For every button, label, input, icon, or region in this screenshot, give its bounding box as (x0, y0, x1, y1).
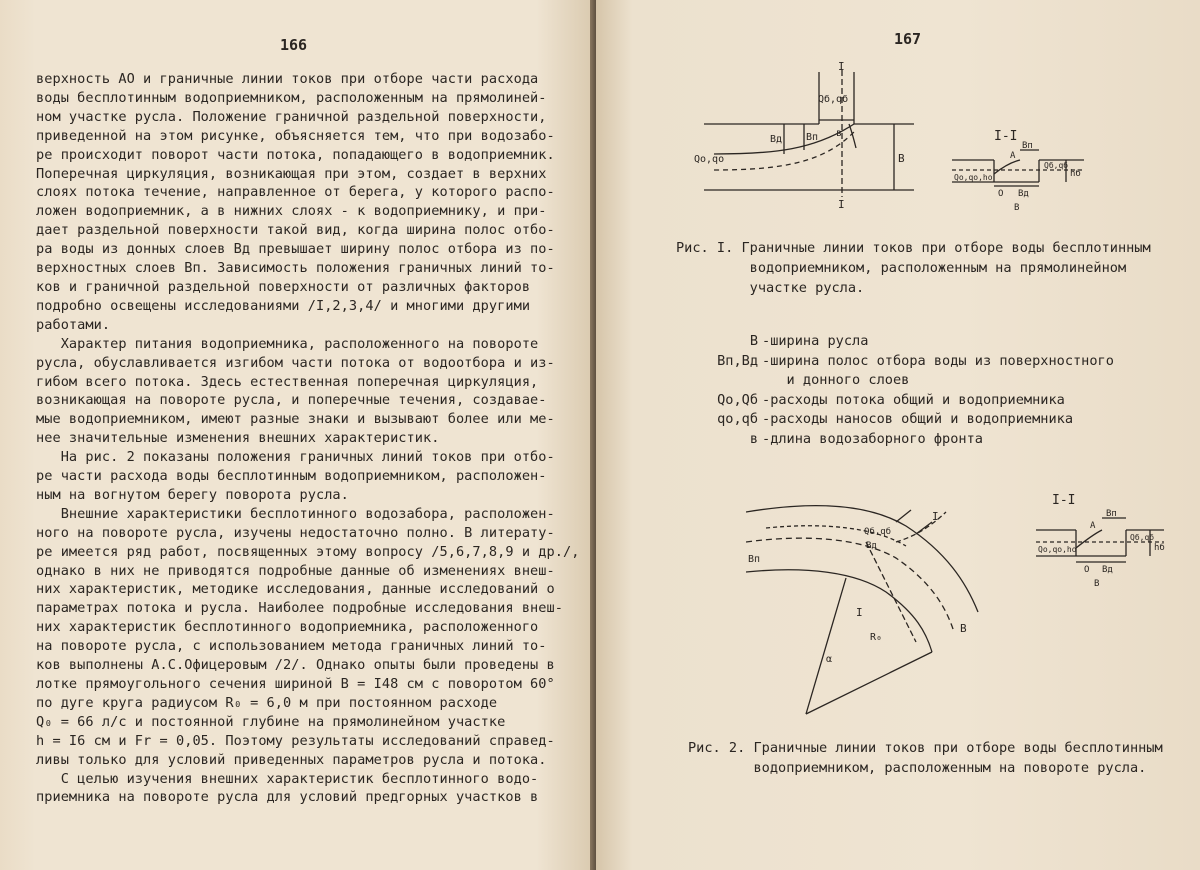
text-line: них характеристик, методике исследования, данные исследований о (36, 581, 555, 598)
figure-2-caption: Рис. 2. Граничные линии токов при отборе воды бесплотинным водоприемником, расположенным на повороте русла. (688, 740, 1163, 776)
fig1-sec-o: О (998, 189, 1004, 199)
fig2-plan-intake: Qб,qб (864, 527, 892, 537)
figure-legend (706, 332, 1114, 449)
text-line: Характер питания водоприемника, расположенного на повороте (36, 335, 539, 352)
legend-dash: - (762, 333, 771, 349)
text-line: Внешние характеристики бесплотинного водозабора, расположен- (36, 505, 555, 522)
fig2-radius: R₀ (870, 632, 883, 643)
fig1-sec-hb: hб (1070, 169, 1081, 179)
fig1-section-top: I (838, 62, 845, 73)
text-line: параметрах потока и русла. Наиболее подробные исследования внеш- (36, 600, 563, 617)
legend-row (706, 430, 1114, 450)
text-line: ков и граничной раздельной поверхности от различных факторов (36, 278, 531, 295)
text-line: подробно освещены исследованиями /I,2,3,4/ и многими другими (36, 297, 531, 314)
fig1-b-front-label: в (836, 128, 843, 139)
left-page (0, 0, 596, 870)
text-line: работами. (36, 316, 111, 333)
fig1-flow-label: Qо,qо (694, 154, 725, 165)
text-line: Поперечная циркуляция, возникающая при этом, создает в верхних (36, 165, 547, 182)
fig1-section-title: I-I (994, 129, 1018, 144)
legend-text: длина водозаборного фронта (770, 430, 983, 447)
text-line: ном участке русла. Положение граничной раздельной поверхности, (36, 108, 547, 125)
fig2-width: В (960, 622, 967, 635)
figure-1-caption: Рис. I. Граничные линии токов при отборе воды бесплотинным водоприемником, расположенным на прямолинейном участке русла. (676, 240, 1151, 296)
fig1-bd-label: Вд (770, 134, 783, 145)
legend-symbol: qо,qб (717, 411, 758, 427)
text-line: приемника на повороте русла для условий предгорных участков в (36, 789, 539, 806)
fig1-sec-a: А (1010, 151, 1016, 161)
text-line: ного на повороте русла, изучены недостаточно полно. В литерату- (36, 524, 555, 541)
legend-symbol: Вп,Вд (717, 352, 758, 369)
fig2-sec-qb: Qб,qб (1130, 533, 1155, 542)
text-line: однако в них не приводятся подробные данные об изменениях внеш- (36, 562, 555, 579)
text-line: ков выполнены А.С.Офицеровым /2/. Однако опыты были проведены в (36, 657, 555, 674)
legend-dash: - (762, 411, 771, 427)
text-line: приведенной на этом рисунке, объясняется тем, что при водозабо- (36, 127, 555, 144)
fig1-sec-flow: Qо,qо,hо (954, 173, 993, 182)
text-line: них характеристик бесплотинного водоприемника, расположенного (36, 619, 539, 636)
fig2-sec-a: А (1090, 521, 1096, 531)
text-line: верхность АО и граничные линии токов при отборе части расхода (36, 71, 539, 87)
fig2-plan-section: I (932, 510, 939, 523)
text-line: ным на вогнутом берегу поворота русла. (36, 486, 349, 503)
text-line: на повороте русла, с использованием метода граничных линий то- (36, 638, 547, 655)
fig2-plan-bn: Вп (748, 554, 761, 565)
text-line: ложен водоприемник, а в нижних слоях - к водоприемнику, и при- (36, 203, 547, 220)
legend-row (706, 352, 1114, 391)
fig1-sec-bd: Вд (1018, 189, 1029, 199)
fig2-plan-bd: Вд (866, 541, 877, 551)
fig2-angle: α (826, 654, 833, 665)
fig2-sec-o: О (1084, 565, 1090, 575)
text-line: гибом всего потока. Здесь естественная поперечная циркуляция, (36, 373, 539, 390)
legend-symbol: в (749, 430, 758, 447)
fig1-width-label: В (898, 152, 905, 165)
text-line: воды бесплотинным водоприемником, расположенным на прямолиней- (36, 89, 547, 106)
figure-1-diagram (694, 62, 1094, 222)
legend-text: расходы потока общий и водоприемника (770, 391, 1065, 408)
fig2-sec-flow: Qо,qо,hо (1038, 545, 1077, 554)
legend-row (706, 391, 1114, 411)
legend-dash: - (762, 391, 771, 408)
text-line: слоях потока течение, направленное от берега, у которого распо- (36, 184, 555, 201)
text-line: возникающая на повороте русла, и поперечные течения, создавае- (36, 392, 547, 409)
text-line: С целью изучения внешних характеристик бесплотинного водо- (36, 770, 539, 787)
legend-dash: - (762, 352, 771, 369)
page-number-right: 167 (894, 30, 922, 48)
figure-2-diagram (746, 482, 1166, 722)
left-page-text (36, 70, 580, 807)
right-page (596, 0, 1200, 870)
legend-row (706, 410, 1114, 430)
fig2-sec-hb: hб (1154, 543, 1165, 553)
fig2-sec-bd: Вд (1102, 565, 1113, 575)
text-line: ре имеется ряд работ, посвященных этому вопросу /5,6,7,8,9 и др./, (36, 543, 580, 560)
fig1-bn-label: Вп (806, 132, 819, 143)
text-line: ливы только для условий приведенных параметров русла и потока. (36, 751, 547, 768)
text-line: лотке прямоугольного сечения шириной В = I48 см с поворотом 60° (36, 676, 555, 692)
text-line: ре происходит поворот части потока, попадающего в водоприемник. (36, 146, 555, 163)
text-line: по дуге круга радиусом R₀ = 6,0 м при постоянном расходе (36, 694, 498, 711)
legend-symbol: Qо,Qб (717, 391, 758, 408)
text-line: дает раздельной поверхности такой вид, когда ширина полос отбо- (36, 222, 555, 239)
legend-text: расходы наносов общий и водоприемника (770, 411, 1074, 427)
legend-row (706, 332, 1114, 352)
page-number-left: 166 (280, 36, 308, 54)
fig1-sec-qb: Qб,qб (1044, 161, 1069, 170)
legend-dash: - (762, 430, 771, 447)
fig2-section-title: I-I (1052, 493, 1076, 508)
fig1-sec-b: В (1014, 203, 1020, 213)
text-line: h = I6 см и Fr = 0,05. Поэтому результаты исследований справед- (36, 732, 555, 749)
text-line: нее значительные изменения внешних характеристик. (36, 430, 440, 447)
legend-text: ширина русла (770, 333, 869, 349)
fig1-section-bottom: I (838, 198, 845, 211)
text-line: русла, обуславливается изгибом части потока от водоотбора и из- (36, 354, 555, 371)
fig2-sec-bn: Вп (1106, 509, 1117, 519)
fig1-intake-label: Qб,qб (818, 94, 849, 105)
text-line: ре части расхода воды бесплотинным водоприемником, расположен- (36, 468, 547, 485)
legend-symbol: В (749, 333, 758, 349)
text-line: мые водоприемником, имеют разные знаки и вызывают более или ме- (36, 411, 555, 428)
fig2-sec-b: В (1094, 579, 1100, 589)
text-line: верхностных слоев Вп. Зависимость положения граничных линий то- (36, 260, 555, 277)
legend-text: ширина полос отбора воды из поверхностного и донного слоев (770, 352, 1114, 388)
text-line: Q₀ = 66 л/с и постоянной глубине на прямолинейном участке (36, 713, 506, 730)
text-line: ра воды из донных слоев Вд превышает ширину полос отбора из по- (36, 241, 555, 258)
text-line: На рис. 2 показаны положения граничных линий токов при отбо- (36, 449, 555, 466)
fig1-sec-bn: Вп (1022, 141, 1033, 151)
fig2-plan-section-b: I (856, 606, 863, 619)
